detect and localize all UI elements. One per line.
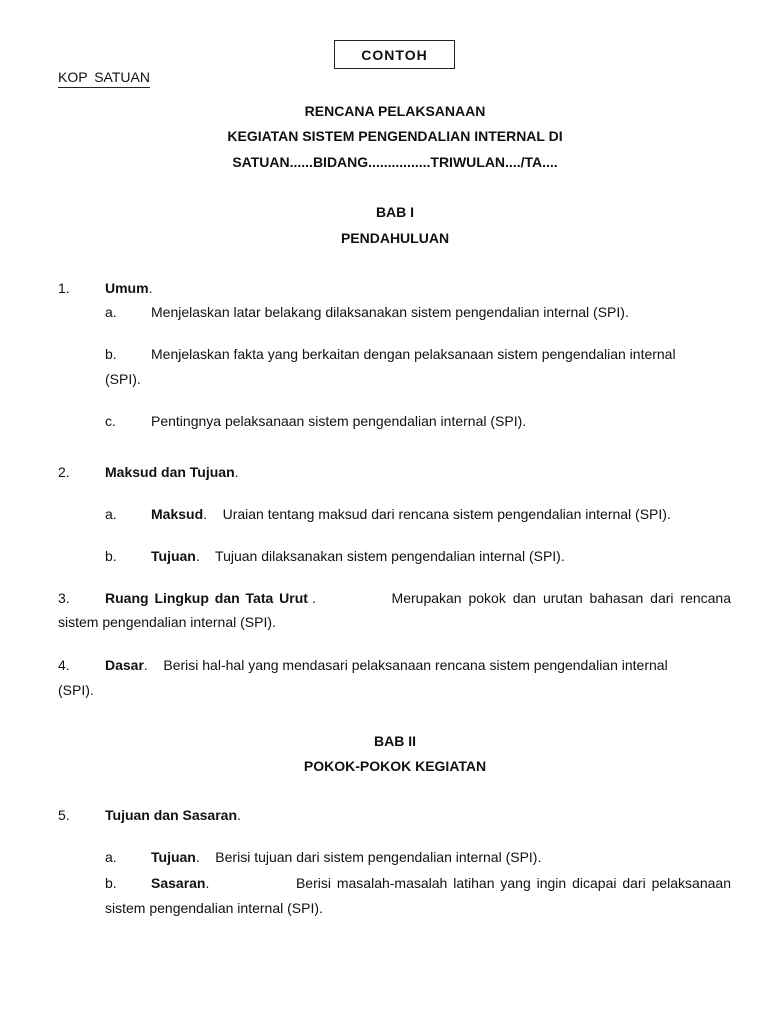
s2b-text: Tujuan dilaksanakan sistem pengendalian internal (SPI).	[215, 548, 565, 564]
s2-punct: .	[234, 464, 239, 480]
kop-satuan: KOP SATUAN	[58, 69, 150, 88]
s3-text: Merupakan pokok dan urutan bahasan dari rencana	[391, 590, 731, 606]
s2b-line: Tujuan. Tujuan dilaksanakan sistem pengendalian internal (SPI).	[151, 548, 565, 564]
s1-heading: Umum	[105, 280, 149, 296]
title-line-1: RENCANA PELAKSANAAN	[304, 103, 486, 119]
s1b-text: Menjelaskan fakta yang berkaitan dengan pelaksanaan sistem pengendalian internal	[151, 346, 676, 362]
s5-punct: .	[237, 807, 241, 823]
s5a-text: Berisi tujuan dari sistem pengendalian internal (SPI).	[215, 849, 542, 865]
bab1-title: PENDAHULUAN	[340, 230, 450, 246]
s2a-letter: a.	[105, 506, 117, 522]
s1-punct: .	[148, 280, 153, 296]
title-line-2: KEGIATAN SISTEM PENGENDALIAN INTERNAL DI	[227, 128, 563, 144]
s2a-text: Uraian tentang maksud dari rencana sistem pengendalian internal (SPI).	[222, 506, 671, 522]
contoh-box: CONTOH	[334, 40, 455, 69]
s3-line: Ruang Lingkup dan Tata Urut . Merupakan pokok dan urutan bahasan dari rencana	[105, 586, 731, 611]
s5-num: 5.	[58, 807, 70, 823]
s5b-letter: b.	[105, 875, 117, 891]
s1b-cont: (SPI).	[105, 371, 141, 387]
s3-heading: Ruang Lingkup dan Tata Urut	[105, 590, 308, 606]
s5-heading: Tujuan dan Sasaran	[105, 807, 237, 823]
s1-heading-line	[105, 276, 152, 301]
s2-num: 2.	[58, 464, 70, 480]
s1c-letter: c.	[105, 413, 116, 429]
title-line-3: SATUAN......BIDANG................TRIWULAN..../TA....	[232, 154, 558, 170]
s1a-text: Menjelaskan latar belakang dilaksanakan sistem pengendalian internal (SPI).	[151, 304, 629, 320]
s2b-term: Tujuan	[151, 548, 196, 564]
s5b-cont: sistem pengendalian internal (SPI).	[105, 900, 323, 916]
s1c-text: Pentingnya pelaksanaan sistem pengendalian internal (SPI).	[151, 413, 527, 429]
s4-num: 4.	[58, 657, 70, 673]
s4-cont: (SPI).	[58, 682, 94, 698]
s3-num: 3.	[58, 590, 70, 606]
bab2-title: POKOK-POKOK KEGIATAN	[303, 758, 487, 774]
s1-num: 1.	[58, 280, 70, 296]
s3-cont: sistem pengendalian internal (SPI).	[58, 614, 276, 630]
bab1-label: BAB I	[375, 204, 415, 220]
s5a-term: Tujuan	[151, 849, 196, 865]
s5-heading-line	[105, 803, 241, 828]
s4-text: Berisi hal-hal yang mendasari pelaksanaan rencana sistem pengendalian internal	[163, 657, 668, 673]
s5a-line: Tujuan. Berisi tujuan dari sistem pengendalian internal (SPI).	[151, 849, 542, 865]
s4-line: Dasar. Berisi hal-hal yang mendasari pelaksanaan rencana sistem pengendalian internal	[105, 657, 668, 673]
s5b-term: Sasaran	[151, 875, 206, 891]
s2-heading-line	[105, 460, 239, 485]
s2-heading: Maksud dan Tujuan	[105, 464, 235, 480]
s5b-line: Sasaran. Berisi masalah-masalah latihan yang ingin dicapai dari pelaksanaan	[151, 871, 731, 896]
s2a-term: Maksud	[151, 506, 204, 522]
s5a-letter: a.	[105, 849, 117, 865]
s1b-letter: b.	[105, 346, 117, 362]
s1a-letter: a.	[105, 304, 117, 320]
s4-heading: Dasar	[105, 657, 144, 673]
bab2-label: BAB II	[374, 733, 416, 749]
s2a-line: Maksud. Uraian tentang maksud dari rencana sistem pengendalian internal (SPI).	[151, 506, 671, 522]
s5b-text: Berisi masalah-masalah latihan yang ingin dicapai dari pelaksanaan	[295, 875, 731, 891]
s2b-letter: b.	[105, 548, 117, 564]
